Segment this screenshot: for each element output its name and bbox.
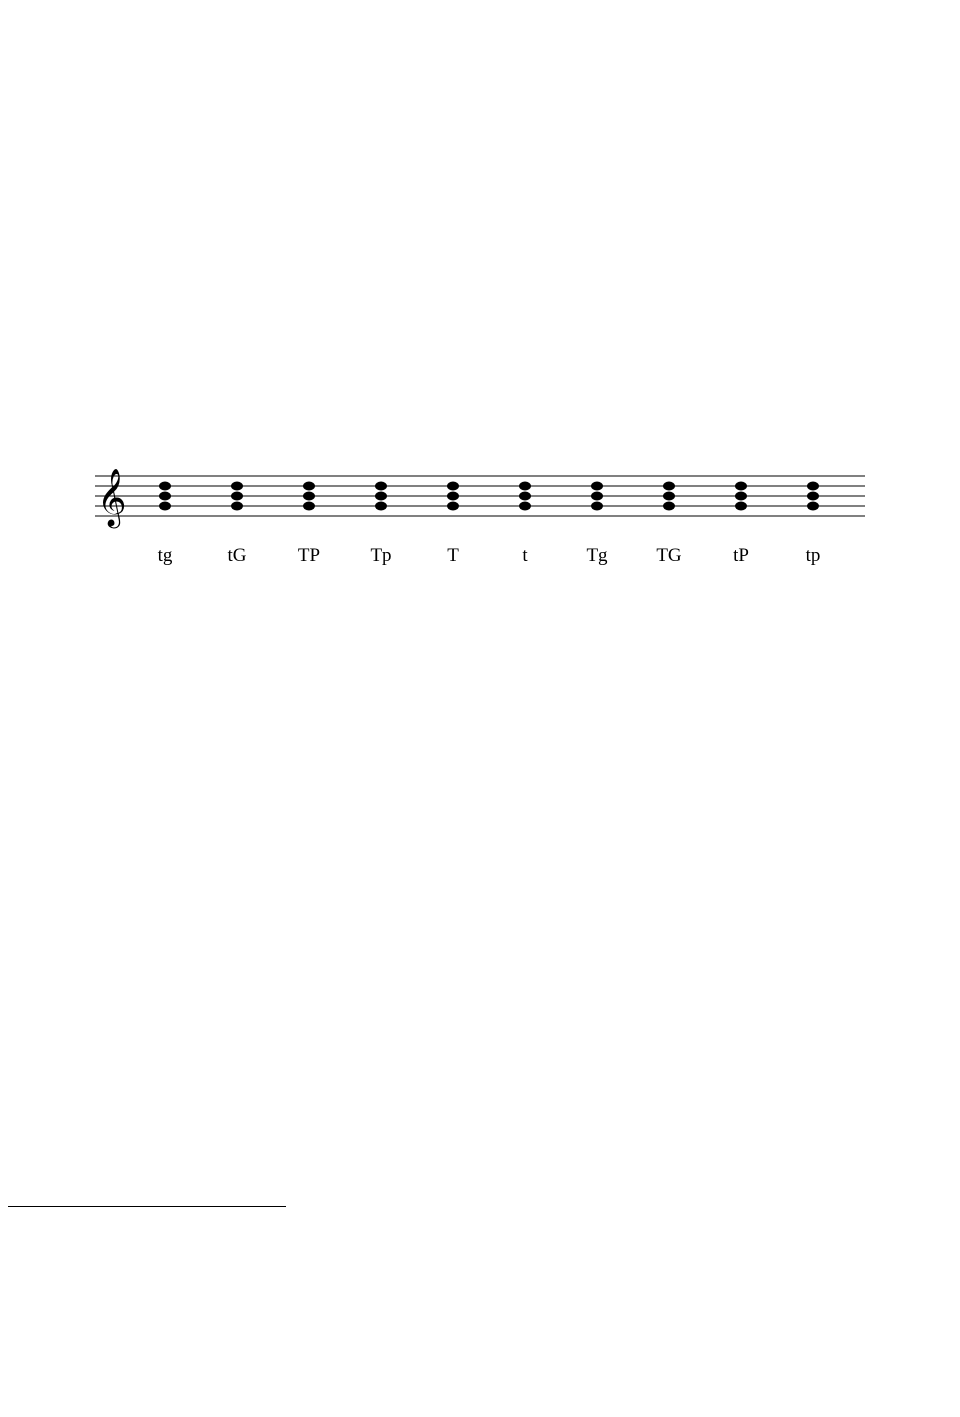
notehead	[159, 492, 171, 501]
chord-label: tp	[805, 545, 821, 566]
chord-label: t	[522, 545, 528, 566]
notehead	[375, 482, 387, 491]
footnote-3	[8, 1214, 952, 1349]
chord-label: tg	[157, 545, 173, 566]
notehead	[591, 492, 603, 501]
paragraph-neo-riemannian	[8, 628, 952, 1128]
notehead	[159, 502, 171, 511]
notehead	[807, 492, 819, 501]
notehead	[663, 492, 675, 501]
chord-label: Tg	[586, 545, 608, 566]
notehead	[447, 482, 459, 491]
notehead	[807, 502, 819, 511]
chord-label-row	[158, 545, 821, 566]
chord-label: Tp	[370, 545, 392, 566]
notehead	[231, 482, 243, 491]
notehead	[591, 502, 603, 511]
notehead	[807, 482, 819, 491]
notehead	[735, 482, 747, 491]
footnote-5	[8, 1395, 952, 1413]
footnote-separator	[8, 1206, 286, 1207]
notehead	[231, 502, 243, 511]
notehead	[447, 492, 459, 501]
notehead	[231, 492, 243, 501]
notehead	[735, 502, 747, 511]
treble-clef-icon: 𝄞	[97, 468, 127, 526]
notehead	[663, 482, 675, 491]
chord-label: tP	[733, 545, 749, 566]
notehead	[735, 492, 747, 501]
music-staff	[95, 466, 865, 596]
notehead	[519, 482, 531, 491]
notehead	[447, 502, 459, 511]
chord-label: TG	[656, 545, 682, 566]
notehead	[375, 502, 387, 511]
chord-label: tG	[227, 545, 247, 566]
notehead	[519, 492, 531, 501]
notehead	[591, 482, 603, 491]
paragraph-riemann-theory	[8, 68, 952, 448]
chord-label: T	[447, 545, 459, 566]
notehead	[303, 482, 315, 491]
notehead	[303, 502, 315, 511]
figure-chord-relations	[95, 466, 865, 616]
notehead	[375, 492, 387, 501]
footnote-4	[8, 1358, 952, 1392]
notehead	[519, 502, 531, 511]
notehead	[303, 492, 315, 501]
notehead	[159, 482, 171, 491]
notehead	[663, 502, 675, 511]
chord-label: TP	[297, 545, 321, 566]
